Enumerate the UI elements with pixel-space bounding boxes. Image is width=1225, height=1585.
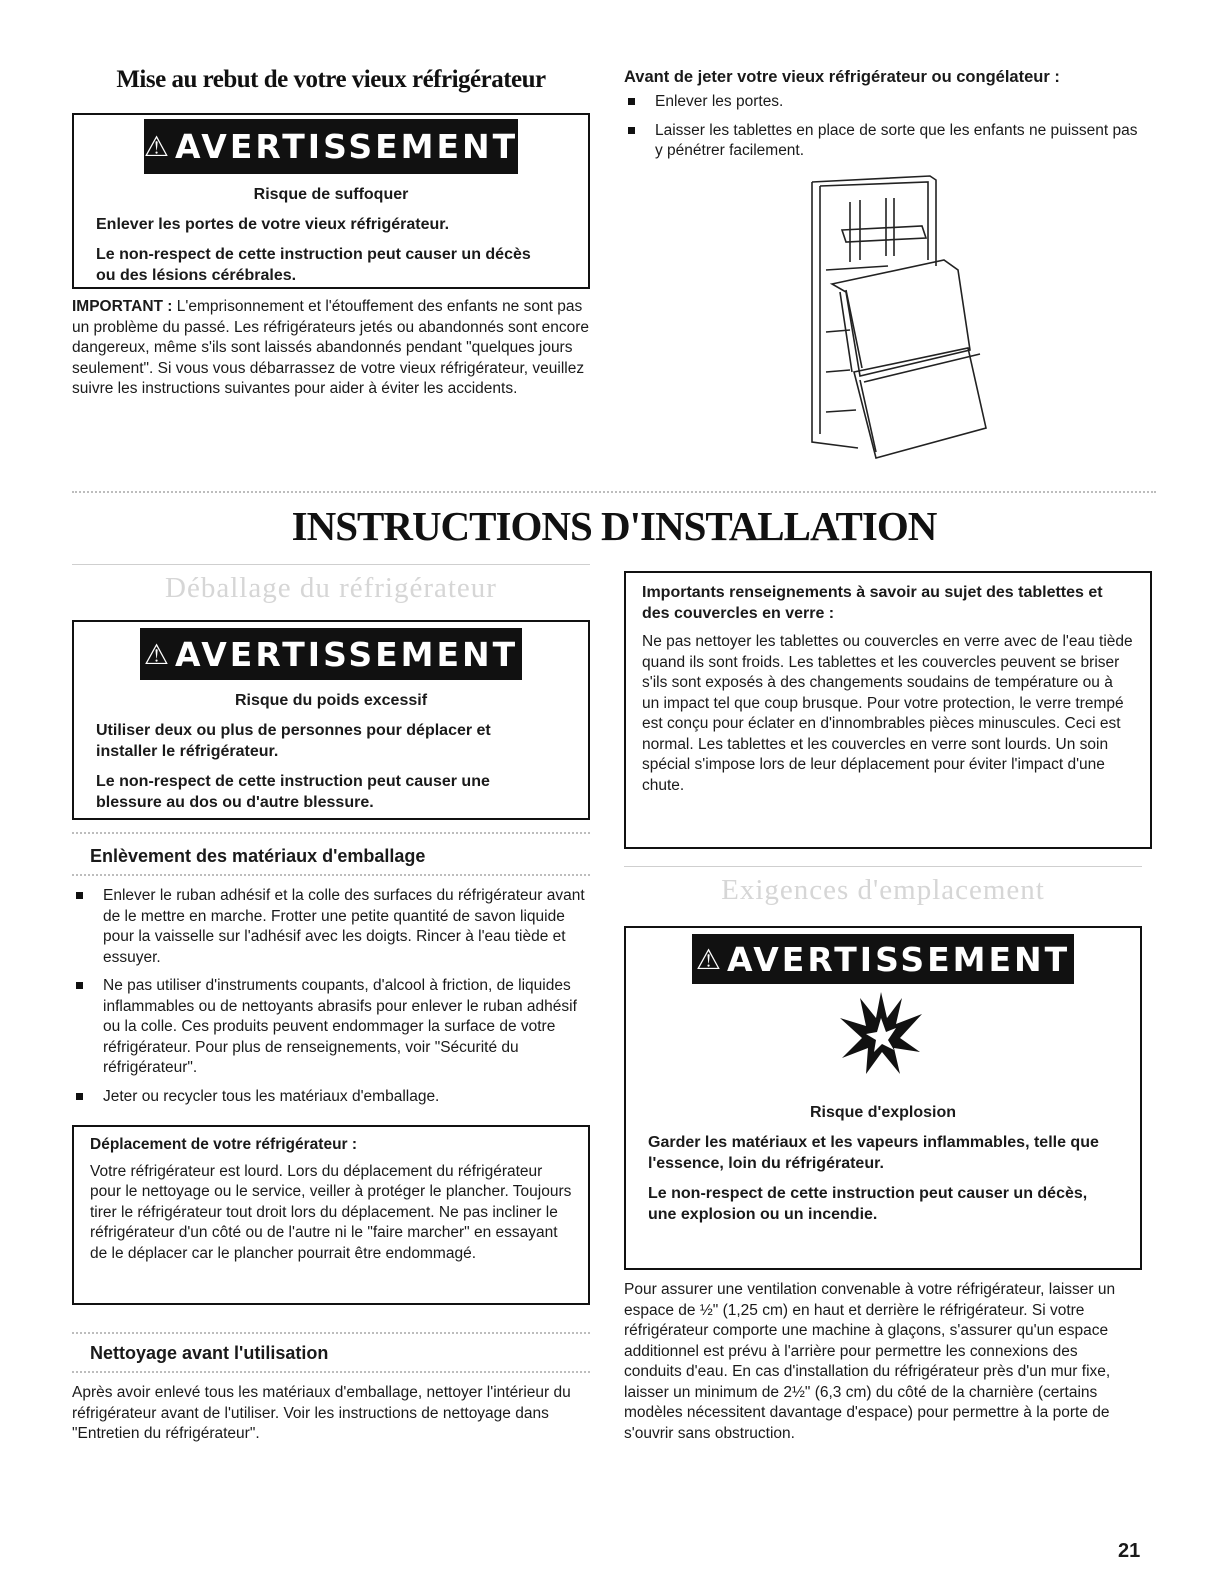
warning-instruction: Garder les matériaux et les vapeurs inflammables, telle que l'essence, loin du réfrigérateur. (648, 1134, 1099, 1172)
page-title: INSTRUCTIONS D'INSTALLATION (291, 503, 937, 549)
weight-warning-box (72, 620, 590, 820)
warning-instruction: Enlever les portes de votre vieux réfrigérateur. (96, 216, 450, 233)
warning-instruction: Utiliser deux ou plus de personnes pour déplacer et installer le réfrigérateur. (96, 722, 491, 760)
divider (72, 564, 590, 565)
location-requirements-title: Exigences d'emplacement (721, 874, 1045, 906)
hazard-title: Risque du poids excessif (234, 692, 428, 709)
divider (624, 866, 1142, 867)
warning-consequence: Le non-respect de cette instruction peut causer une blessure au dos ou d'autre blessure. (96, 773, 490, 811)
before-discard-title: Avant de jeter votre vieux réfrigérateur ou congélateur : (624, 68, 1060, 86)
disposal-title: Mise au rebut de votre vieux réfrigérateur (116, 66, 546, 93)
list-item: Jeter ou recycler tous les matériaux d'emballage. (72, 1087, 588, 1108)
glass-shelves-title: Importants renseignements à savoir au sujet des tablettes et des couvercles en verre : (642, 584, 1103, 622)
warning-consequence: Le non-respect de cette instruction peut causer un décès, une explosion ou un incendie. (648, 1185, 1088, 1223)
divider (72, 1332, 590, 1334)
explosion-icon (836, 988, 926, 1078)
unpacking-title: Déballage du réfrigérateur (165, 572, 497, 604)
suffocation-warning-box (72, 113, 590, 289)
before-discard-list (624, 92, 1144, 170)
warning-triangle-icon: ⚠ (143, 130, 169, 163)
hazard-title: Risque d'explosion (809, 1104, 957, 1121)
list-item: Laisser les tablettes en place de sorte que les enfants ne puissent pas y pénétrer facilement. (624, 121, 1144, 162)
list-item: Ne pas utiliser d'instruments coupants, d'alcool à friction, de liquides inflammables ou de nettoyants abrasifs pour enlever le ruban adhésif ou la colle. Ces produits peuvent endommager la surface de votre réfrigérateur. Pour plus de renseignements, voir "Sécurité du réfrigérateur". (72, 976, 588, 1079)
warning-label: AVERTISSEMENT (726, 939, 1071, 979)
glass-shelves-info-box (624, 571, 1152, 849)
page-number: 21 (1118, 1540, 1141, 1562)
warning-triangle-icon: ⚠ (143, 637, 169, 671)
moving-text: Votre réfrigérateur est lourd. Lors du déplacement du réfrigérateur pour le nettoyage ou le service, veiller à protéger le plancher. Toujours tirer le réfrigérateur tout droit lors du déplacement. Ne pas incliner le réfrigérateur d'un côté ou de l'autre ni le "faire marcher" en essayant de le déplacer car le plancher pourrait être endommagé. (90, 1162, 572, 1262)
important-label: IMPORTANT : (72, 298, 173, 315)
warning-consequence: Le non-respect de cette instruction peut causer un décès ou des lésions cérébrales. (96, 246, 531, 284)
moving-title: Déplacement de votre réfrigérateur : (90, 1136, 358, 1153)
hazard-title: Risque de suffoquer (253, 186, 409, 203)
warning-triangle-icon: ⚠ (695, 942, 721, 976)
important-paragraph (72, 297, 590, 400)
warning-header (140, 628, 522, 680)
ventilation-text: Pour assurer une ventilation convenable à votre réfrigérateur, laisser un espace de ½" (1,25 cm) en haut et derrière le réfrigérateur. Si votre réfrigérateur comporte une machine à glaçons, s'assurer qu'un espace additionnel est prévu à l'arrière pour permettre les connexions des conduits d'eau. En cas d'installation du réfrigérateur près d'un mur fixe, laisser un minimum de 2½" (6,3 cm) du côté de la charnière (certains modèles nécessitent davantage d'espace) pour permettre à la porte de s'ouvrir sans obstruction. (624, 1281, 1116, 1442)
cleaning-text: Après avoir enlevé tous les matériaux d'emballage, nettoyer l'intérieur du réfrigérateur avant de l'utiliser. Voir les instructions de nettoyage dans "Entretien du réfrigérateur". (72, 1384, 571, 1442)
divider (72, 832, 590, 834)
packaging-removal-list (72, 886, 588, 1115)
warning-label: AVERTISSEMENT (174, 634, 519, 674)
cleaning-title: Nettoyage avant l'utilisation (90, 1343, 329, 1363)
section-divider (72, 491, 1156, 493)
list-item: Enlever le ruban adhésif et la colle des surfaces du réfrigérateur avant de le mettre en marche. Frotter une petite quantité de savon liquide pour la vaisselle sur l'adhésif avec les doigts. Rincer à l'eau tiède et essuyer. (72, 886, 588, 968)
warning-header (692, 934, 1074, 984)
divider (72, 874, 590, 876)
divider (72, 1371, 590, 1373)
packaging-removal-title: Enlèvement des matériaux d'emballage (90, 846, 426, 866)
list-item: Enlever les portes. (624, 92, 1144, 113)
explosion-warning-box (624, 926, 1142, 1270)
fridge-illustration (790, 172, 1000, 468)
glass-shelves-text: Ne pas nettoyer les tablettes ou couvercles en verre avec de l'eau tiède quand ils sont froids. Les tablettes et les couvercles peuvent se briser s'ils sont exposés à des changements soudains de température ou à un impact tel que coup brusque. Pour votre protection, le verre trempé est conçu pour éclater en d'innombrables pièces minuscules. Ceci est normal. Les tablettes et les couvercles en verre sont lourds. Un soin spécial s'impose lors de leur déplacement pour éviter l'impact d'une chute. (642, 633, 1133, 794)
moving-info-box (72, 1125, 590, 1305)
important-text: L'emprisonnement et l'étouffement des enfants ne sont pas un problème du passé. Les réfrigérateurs jetés ou abandonnés sont encore dangereux, même s'ils sont laissés abandonnés pendant "quelques jours seulement". Si vous vous débarrassez de votre vieux réfrigérateur, veuillez suivre les instructions suivantes pour aider à éviter les accidents. (72, 298, 590, 397)
warning-header (144, 119, 518, 174)
warning-label: AVERTISSEMENT (174, 127, 519, 166)
